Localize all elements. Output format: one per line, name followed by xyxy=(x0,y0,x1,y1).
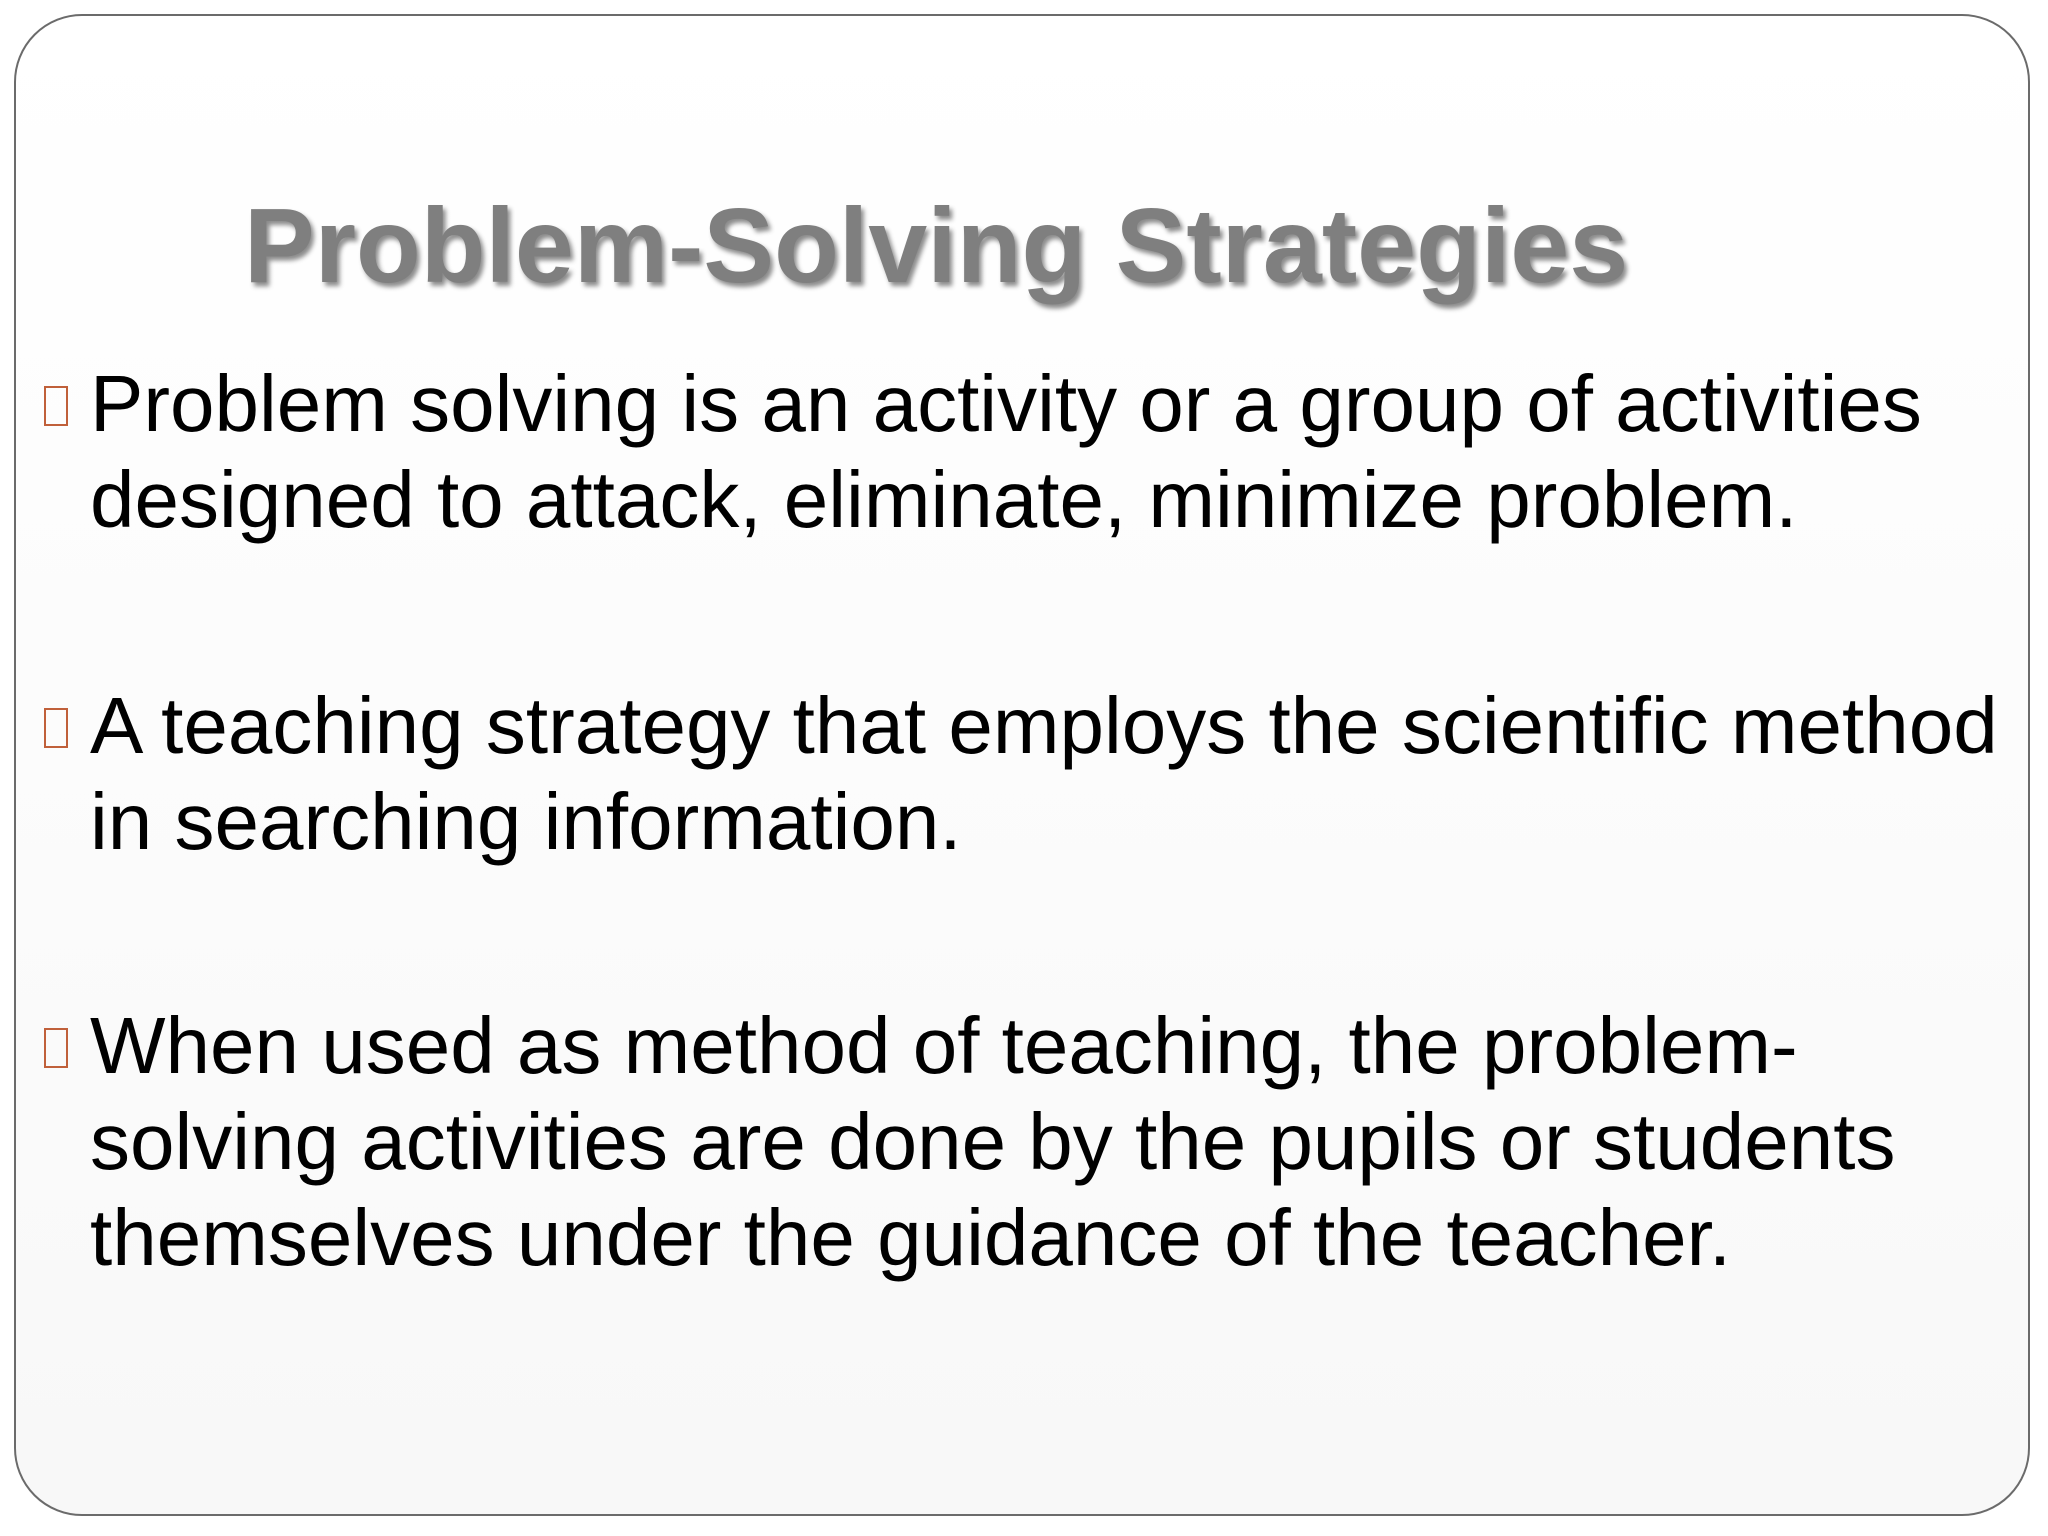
slide-frame xyxy=(14,14,2030,1516)
bullet-text xyxy=(90,678,2010,870)
square-bullet-icon xyxy=(44,1028,68,1068)
bullet-line: themselves under the guidance of the teacher. xyxy=(90,1193,1732,1282)
square-bullet-icon xyxy=(44,386,68,426)
bullet-line: Problem solving is an activity or a group of activities xyxy=(90,359,1922,448)
slide-title: Problem-Solving Strategies xyxy=(244,187,1629,305)
bullet-line: solving activities are done by the pupils or students xyxy=(90,1097,1896,1186)
bullet-line: A teaching strategy that employs the scientific method xyxy=(90,681,1998,770)
bullet-line: designed to attack, eliminate, minimize problem. xyxy=(90,455,1798,544)
bullet-line: When used as method of teaching, the problem- xyxy=(90,1001,1798,1090)
bullet-text xyxy=(90,356,2010,548)
bullet-line: in searching information. xyxy=(90,777,962,866)
bullet-text xyxy=(90,998,2010,1286)
square-bullet-icon xyxy=(44,708,68,748)
